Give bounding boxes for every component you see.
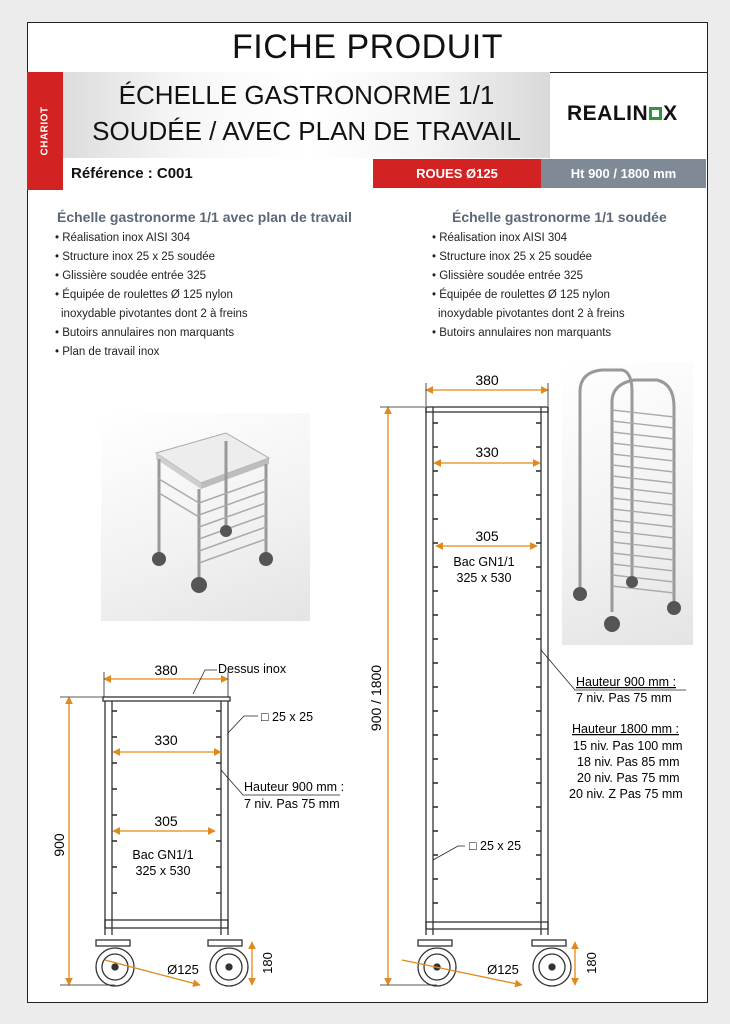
feature-item: • Butoirs annulaires non marquants	[55, 327, 235, 339]
right-h1800-3: 20 niv. Pas 75 mm	[577, 771, 680, 785]
right-h900-title: Hauteur 900 mm :	[576, 675, 677, 689]
feature-item: • Structure inox 25 x 25 soudée	[55, 251, 216, 263]
right-wheel: Ø125	[487, 962, 519, 977]
feature-item: • Réalisation inox AISI 304	[432, 232, 568, 244]
feature-item: inoxydable pivotantes dont 2 à freins	[438, 308, 625, 320]
right-h900-1: 7 niv. Pas 75 mm	[576, 691, 672, 705]
left-wheel-height: 180	[260, 952, 275, 974]
reference: Référence : C001	[71, 165, 193, 182]
right-h1800-1: 15 niv. Pas 100 mm	[573, 739, 683, 753]
right-h1800-4: 20 niv. Z Pas 75 mm	[569, 787, 683, 801]
right-wheel-height: 180	[584, 952, 599, 974]
left-tray-1: Bac GN1/1	[132, 848, 194, 862]
category-label: CHARIOT	[39, 106, 51, 156]
feature-item: • Équipée de roulettes Ø 125 nylon	[55, 289, 233, 301]
right-width-mid: 330	[475, 444, 499, 460]
right-height: 900 / 1800	[368, 664, 384, 732]
right-tray-2: 325 x 530	[456, 571, 512, 585]
wheels-badge: ROUES Ø125	[373, 159, 541, 188]
feature-item: • Équipée de roulettes Ø 125 nylon	[432, 289, 610, 301]
left-tray-2: 325 x 530	[135, 864, 191, 878]
right-tube-label: □ 25 x 25	[469, 839, 522, 853]
feature-item: • Structure inox 25 x 25 soudée	[432, 251, 593, 263]
drawing-left	[51, 662, 344, 986]
right-heading: Échelle gastronorme 1/1 soudée	[452, 209, 667, 225]
feature-item: • Plan de travail inox	[55, 346, 160, 358]
logo-text-end: X	[663, 102, 678, 125]
left-tube-label: □ 25 x 25	[261, 710, 314, 724]
left-top-label: Dessus inox	[218, 662, 287, 676]
page-title: FICHE PRODUIT	[27, 22, 708, 73]
drawing-right	[368, 372, 686, 986]
left-width-outer: 380	[154, 662, 178, 678]
feature-item: • Réalisation inox AISI 304	[55, 232, 191, 244]
right-width-inner: 305	[475, 528, 499, 544]
right-rungs	[433, 423, 541, 903]
feature-item: • Glissière soudée entrée 325	[432, 270, 584, 282]
feature-item: inoxydable pivotantes dont 2 à freins	[61, 308, 248, 320]
right-h1800-title: Hauteur 1800 mm :	[572, 722, 679, 736]
logo-text-start: REALIN	[567, 102, 649, 125]
left-height-note-2: 7 niv. Pas 75 mm	[244, 797, 340, 811]
feature-item: • Glissière soudée entrée 325	[55, 270, 207, 282]
left-height-note-1: Hauteur 900 mm :	[244, 780, 345, 794]
height-badge: Ht 900 / 1800 mm	[541, 159, 706, 188]
feature-item: • Butoirs annulaires non marquants	[432, 327, 612, 339]
left-wheel: Ø125	[167, 962, 199, 977]
right-h1800-2: 18 niv. Pas 85 mm	[577, 755, 680, 769]
left-width-inner: 305	[154, 813, 178, 829]
left-heading: Échelle gastronorme 1/1 avec plan de travail	[57, 209, 352, 225]
product-title-line2: SOUDÉE / AVEC PLAN DE TRAVAIL	[92, 116, 521, 146]
product-title-line1: ÉCHELLE GASTRONORME 1/1	[118, 80, 495, 110]
left-height: 900	[51, 833, 67, 857]
right-width-outer: 380	[475, 372, 499, 388]
left-width-mid: 330	[154, 732, 178, 748]
right-tray-1: Bac GN1/1	[453, 555, 515, 569]
